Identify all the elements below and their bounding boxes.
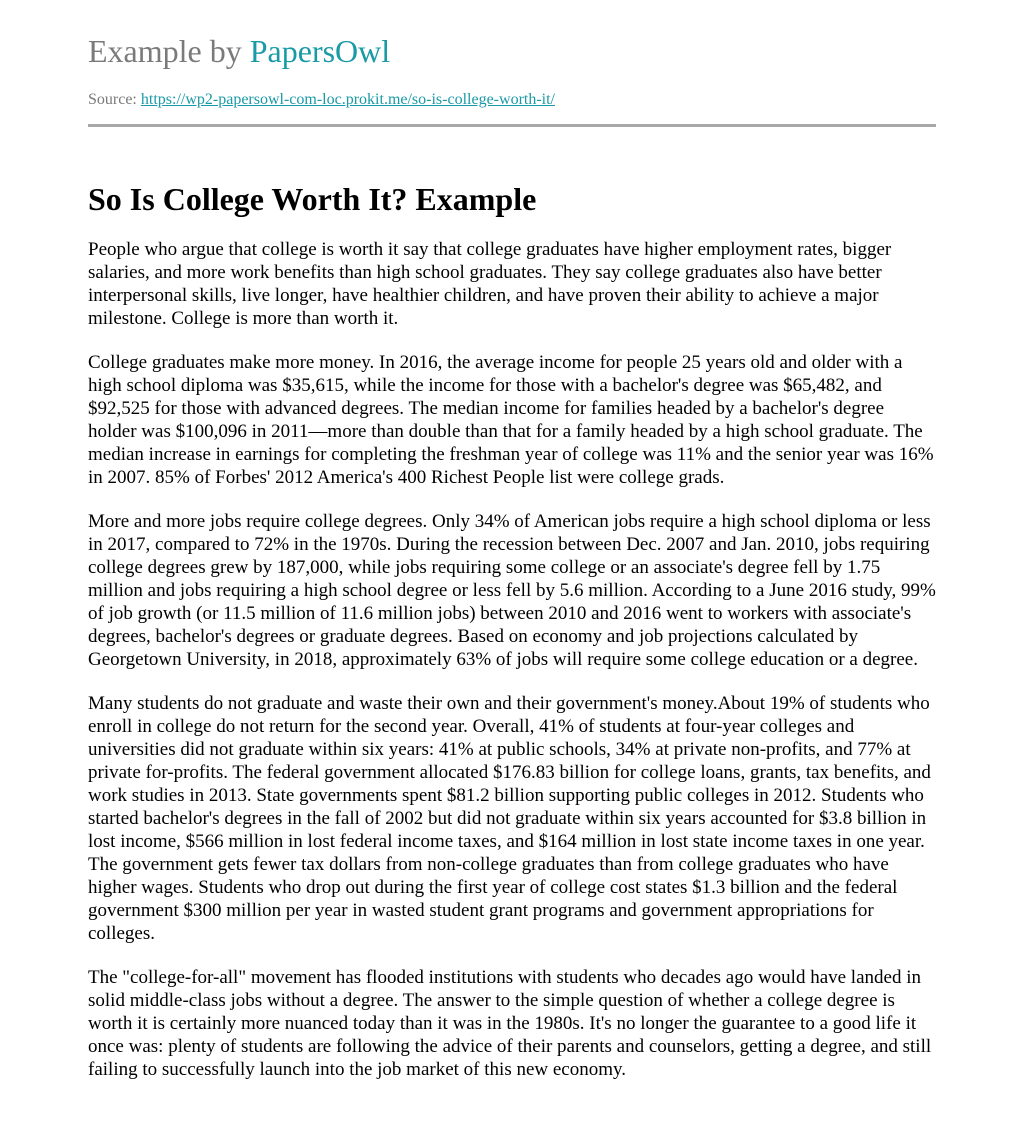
article-title: So Is College Worth It? Example [88, 181, 537, 217]
article-paragraph: People who argue that college is worth it say that college graduates have higher employment rates, bigger salaries, and more work benefits than high school graduates. They say college graduates also have better interpersonal skills, live longer, have healthier children, and have proven their ability to achieve a major milestone. College is more than worth it. [88, 239, 892, 329]
article-paragraph: The "college-for-all" movement has flooded institutions with students who decades ago would have landed in solid middle-class jobs without a degree. The answer to the simple question of whether a college degree is worth it is certainly more nuanced today than it was in the 1980s. It's no longer the guarantee to a good life it once was: plenty of students are following the advice of their parents and counselors, getting a degree, and still failing to successfully launch into the job market of this new economy. [88, 967, 932, 1080]
source-line [88, 90, 936, 110]
header-divider [88, 124, 936, 127]
brand-name-link[interactable]: PapersOwl [249, 33, 391, 69]
source-url-link[interactable]: https://wp2-papersowl-com-loc.prokit.me/so-is-college-worth-it/ [140, 91, 555, 108]
document-page [88, 0, 936, 1102]
article-paragraph: Many students do not graduate and waste their own and their government's money.About 19% of students who enroll in college do not return for the second year. Overall, 41% of students at four-year colleges and universities did not graduate within six years: 41% at public schools, 34% at private non-profits, and 77% at private for-profits. The federal government allocated $176.83 billion for college loans, grants, tax benefits, and work studies in 2013. State governments spent $81.2 billion supporting public colleges in 2012. Students who started bachelor's degrees in the fall of 2002 but did not graduate within six years accounted for $3.8 billion in lost income, $566 million in lost federal income taxes, and $164 million in lost state income taxes in one year. The government gets fewer tax dollars from non-college graduates than from college graduates who have higher wages. Students who drop out during the first year of college cost states $1.3 billion and the federal government $300 million per year in wasted student grant programs and government appropriations for colleges. [88, 693, 931, 944]
article-body [88, 238, 936, 1081]
brand-prefix: Example by [88, 33, 250, 69]
article-paragraph: College graduates make more money. In 2016, the average income for people 25 years old and older with a high school diploma was $35,615, while the income for those with a bachelor's degree was $65,482, and $92,525 for those with advanced degrees. The median income for families headed by a bachelor's degree holder was $100,096 in 2011—more than double than that for a family headed by a high school graduate. The median increase in earnings for completing the freshman year of college was 11% and the senior year was 16% in 2007. 85% of Forbes' 2012 America's 400 Richest People list were college grads. [88, 352, 934, 488]
source-label: Source: [88, 91, 137, 108]
brand-header [88, 0, 936, 70]
article-paragraph: More and more jobs require college degrees. Only 34% of American jobs require a high school diploma or less in 2017, compared to 72% in the 1970s. During the recession between Dec. 2007 and Jan. 2010, jobs requiring college degrees grew by 187,000, while jobs requiring some college or an associate's degree fell by 1.75 million and jobs requiring a high school degree or less fell by 5.6 million. According to a June 2016 study, 99% of job growth (or 11.5 million of 11.6 million jobs) between 2010 and 2016 went to workers with associate's degrees, bachelor's degrees or graduate degrees. Based on economy and job projections calculated by Georgetown University, in 2018, approximately 63% of jobs will require some college education or a degree. [88, 511, 936, 670]
